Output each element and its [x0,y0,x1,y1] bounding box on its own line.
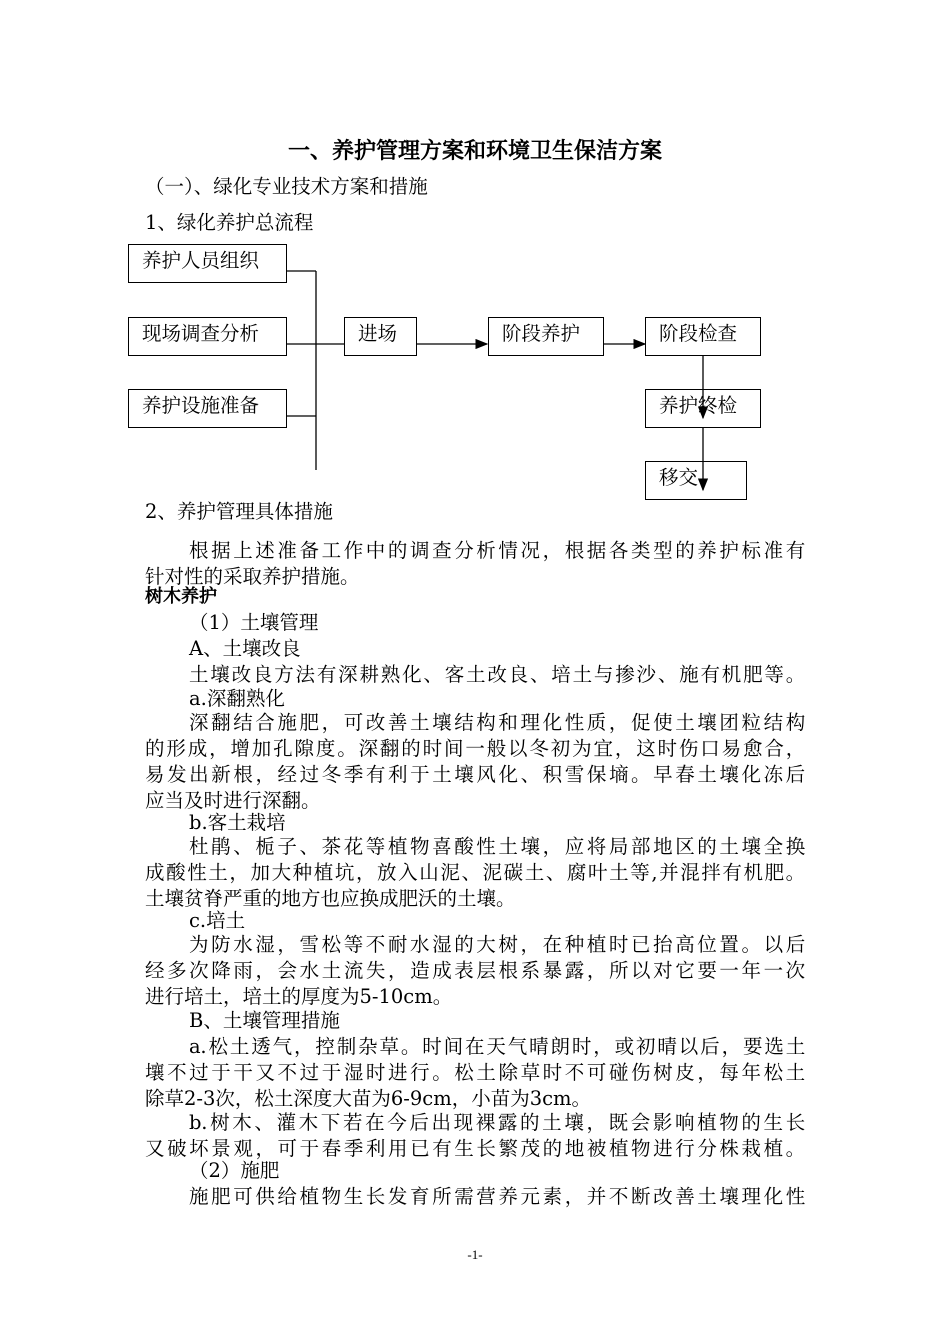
paragraph-line: 的形成，增加孔隙度。深翻的时间一般以冬初为宜，这时伤口易愈合， [145,737,805,760]
paragraph-line: 经多次降雨，会水土流失，造成表层根系暴露，所以对它要一年一次 [145,959,805,982]
paragraph-line: 针对性的采取养护措施。 [145,565,360,588]
paragraph-line: 进行培土，培土的厚度为5-10cm。 [145,985,453,1008]
paragraph-line: 杜鹃、栀子、茶花等植物喜酸性土壤，应将局部地区的土壤全换 [189,835,805,858]
paragraph-line: 易发出新根，经过冬季有利于土壤风化、积雪保墒。早春土壤化冻后 [145,763,805,786]
item-heading: A、土壤改良 [189,637,301,660]
item-heading: （1）土壤管理 [189,611,319,634]
paragraph-line: 根据上述准备工作中的调查分析情况，根据各类型的养护标准有 [189,539,805,562]
paragraph-line: 除草2-3次，松土深度大苗为6-9cm，小苗为3cm。 [145,1087,592,1110]
item-heading: b.客土栽培 [189,811,286,834]
flow-box-stage-maintenance: 阶段养护 [488,317,604,356]
paragraph-line: a.松土透气，控制杂草。时间在天气晴朗时，或初晴以后，要选土 [189,1035,805,1058]
flow-box-staff-organization: 养护人员组织 [128,244,287,283]
paragraph-line: 壤不过于干又不过于湿时进行。松土除草时不可碰伤树皮，每年松土 [145,1061,805,1084]
section-heading: （一）、绿化专业技术方案和措施 [145,175,428,198]
paragraph-line: 又破坏景观，可于春季利用已有生长繁茂的地被植物进行分株栽植。 [145,1137,805,1160]
flow-box-handover: 移交 [645,461,747,500]
paragraph-line: 深翻结合施肥，可改善土壤结构和理化性质，促使土壤团粒结构 [189,711,805,734]
flow-box-site-survey: 现场调查分析 [128,317,287,356]
flow-box-enter-site: 进场 [344,317,417,356]
paragraph-line: 施肥可供给植物生长发育所需营养元素，并不断改善土壤理化性 [189,1185,805,1208]
page-number: -1- [467,1247,483,1262]
flow-box-stage-inspection: 阶段检查 [645,317,761,356]
paragraph-line: 土壤贫脊严重的地方也应换成肥沃的土壤。 [145,887,516,910]
flow-box-final-inspection: 养护终检 [645,389,761,428]
flow-box-facility-prep: 养护设施准备 [128,389,287,428]
subsection-heading: 2、养护管理具体措施 [145,500,333,523]
subsection-heading: 1、绿化养护总流程 [145,211,314,234]
paragraph-line: 为防水湿，雪松等不耐水湿的大树，在种植时已抬高位置。以后 [189,933,805,956]
item-heading: （2）施肥 [189,1159,280,1182]
page-title: 一、养护管理方案和环境卫生保洁方案 [287,139,662,164]
paragraph-line: b.树木、灌木下若在今后出现裸露的土壤，既会影响植物的生长 [189,1111,805,1134]
item-heading: a.深翻熟化 [189,687,285,710]
item-heading: c.培土 [189,909,246,932]
item-heading: B、土壤管理措施 [189,1009,340,1032]
paragraph-line: 成酸性土，加大种植坑，放入山泥、泥碳土、腐叶土等,并混拌有机肥。 [145,861,805,884]
paragraph-line: 应当及时进行深翻。 [145,789,321,812]
bold-heading: 树木养护 [145,586,217,607]
paragraph-line: 土壤改良方法有深耕熟化、客土改良、培土与掺沙、施有机肥等。 [189,663,805,686]
